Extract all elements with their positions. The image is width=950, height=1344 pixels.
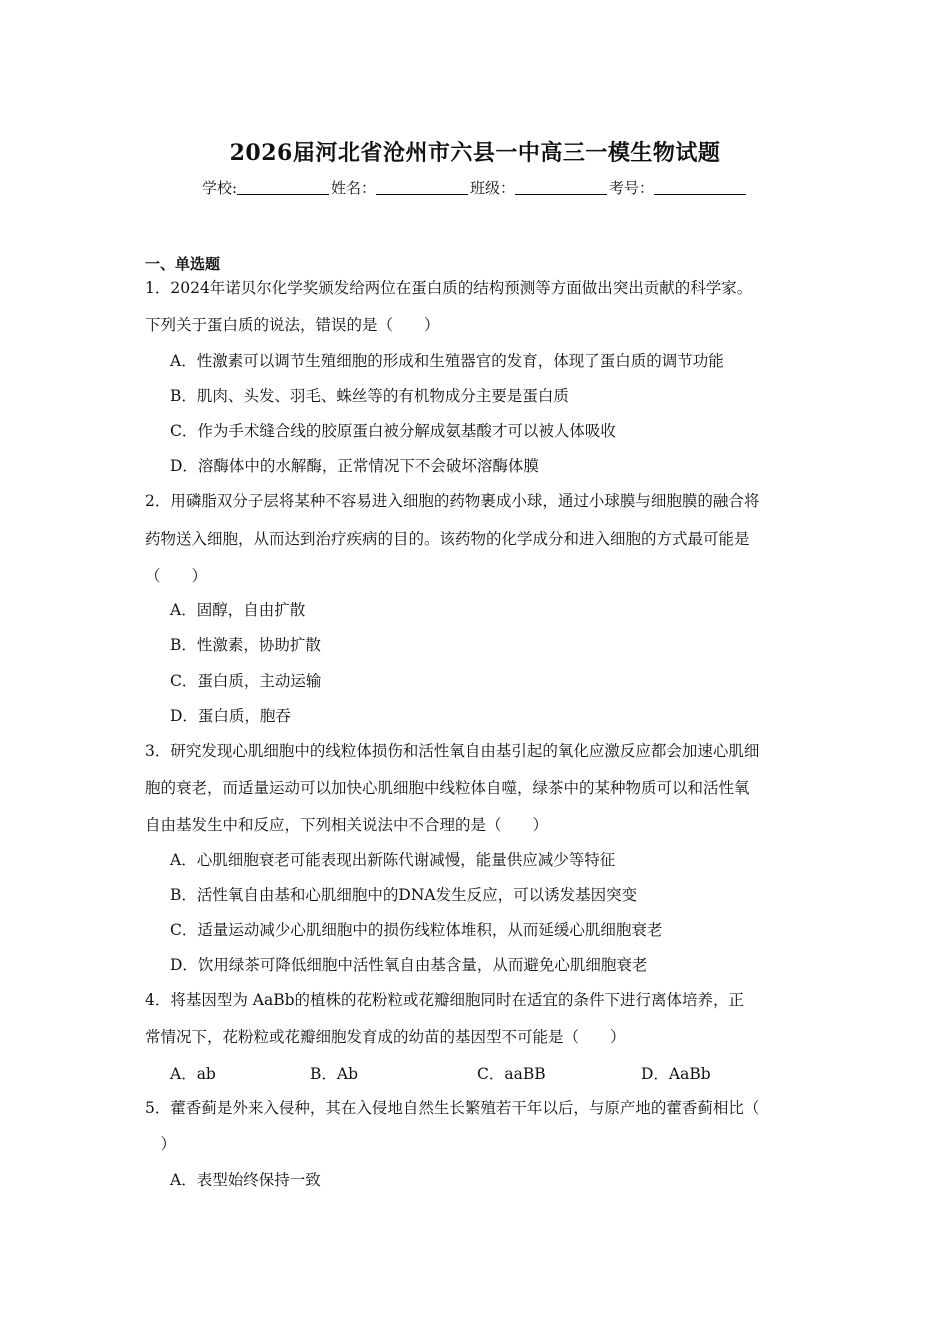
question-5-option-a[interactable]: A．表型始终保持一致	[170, 1171, 321, 1189]
question-5-line-2: ）	[145, 1135, 177, 1153]
question-2-line-2: 药物送入细胞，从而达到治疗疾病的目的。该药物的化学成分和进入细胞的方式最可能是	[145, 530, 750, 548]
question-4-option-c[interactable]: C．aaBB	[477, 1065, 546, 1083]
question-1-option-a[interactable]: A．性激素可以调节生殖细胞的形成和生殖器官的发育，体现了蛋白质的调节功能	[170, 352, 724, 370]
question-2-line-1: 2．用磷脂双分子层将某种不容易进入细胞的药物裹成小球，通过小球膜与细胞膜的融合将	[145, 492, 760, 510]
question-3-option-c[interactable]: C．适量运动减少心肌细胞中的损伤线粒体堆积，从而延缓心肌细胞衰老	[170, 921, 663, 939]
question-1-option-b[interactable]: B．肌肉、头发、羽毛、蛛丝等的有机物成分主要是蛋白质	[170, 387, 569, 405]
section-title: 一、单选题	[145, 255, 221, 273]
question-2-option-d[interactable]: D．蛋白质，胞吞	[170, 707, 291, 725]
exam-number-label: 考号：	[609, 179, 655, 197]
school-field[interactable]	[237, 180, 329, 195]
question-4-line-1: 4．将基因型为 AaBb的植株的花粉粒或花瓣细胞同时在适宜的条件下进行离体培养，正	[145, 991, 745, 1009]
question-3-line-3: 自由基发生中和反应，下列相关说法中不合理的是（ ）	[145, 816, 549, 834]
class-field[interactable]	[515, 180, 607, 195]
question-4-option-d[interactable]: D．AaBb	[641, 1065, 711, 1083]
question-3-option-a[interactable]: A．心肌细胞衰老可能表现出新陈代谢减慢，能量供应减少等特征	[170, 851, 616, 869]
question-4-line-2: 常情况下，花粉粒或花瓣细胞发育成的幼苗的基因型不可能是（ ）	[145, 1028, 626, 1046]
question-5-line-1: 5．藿香蓟是外来入侵种，其在入侵地自然生长繁殖若干年以后，与原产地的藿香蓟相比（	[145, 1099, 760, 1117]
question-2-option-a[interactable]: A．固醇，自由扩散	[170, 601, 306, 619]
school-label: 学校:	[201, 179, 237, 197]
question-2-option-c[interactable]: C．蛋白质，主动运输	[170, 672, 322, 690]
question-1-option-d[interactable]: D．溶酶体中的水解酶，正常情况下不会破坏溶酶体膜	[170, 457, 539, 475]
exam-title: 2026届河北省沧州市六县一中高三一模生物试题	[229, 140, 721, 166]
class-label: 班级：	[470, 179, 516, 197]
name-label: 姓名：	[331, 179, 377, 197]
question-2-line-3: （ ）	[145, 567, 208, 585]
question-3-option-b[interactable]: B．活性氧自由基和心肌细胞中的DNA发生反应，可以诱发基因突变	[170, 886, 638, 904]
name-field[interactable]	[376, 180, 468, 195]
exam-number-field[interactable]	[654, 180, 746, 195]
question-2-option-b[interactable]: B．性激素，协助扩散	[170, 636, 321, 654]
question-3-line-2: 胞的衰老，而适量运动可以加快心肌细胞中线粒体自噬，绿茶中的某种物质可以和活性氧	[145, 779, 750, 797]
question-4-option-b[interactable]: B．Ab	[310, 1065, 359, 1083]
question-3-line-1: 3．研究发现心肌细胞中的线粒体损伤和活性氧自由基引起的氧化应激反应都会加速心肌细	[145, 742, 760, 760]
question-4-option-a[interactable]: A．ab	[170, 1065, 216, 1083]
question-1-line-1: 1．2024年诺贝尔化学奖颁发给两位在蛋白质的结构预测等方面做出突出贡献的科学家。	[145, 279, 753, 297]
question-3-option-d[interactable]: D．饮用绿茶可降低细胞中活性氧自由基含量，从而避免心肌细胞衰老	[170, 956, 648, 974]
student-info-line	[0, 177, 950, 198]
question-1-option-c[interactable]: C．作为手术缝合线的胶原蛋白被分解成氨基酸才可以被人体吸收	[170, 422, 616, 440]
question-1-line-2: 下列关于蛋白质的说法，错误的是（ ）	[145, 316, 440, 334]
